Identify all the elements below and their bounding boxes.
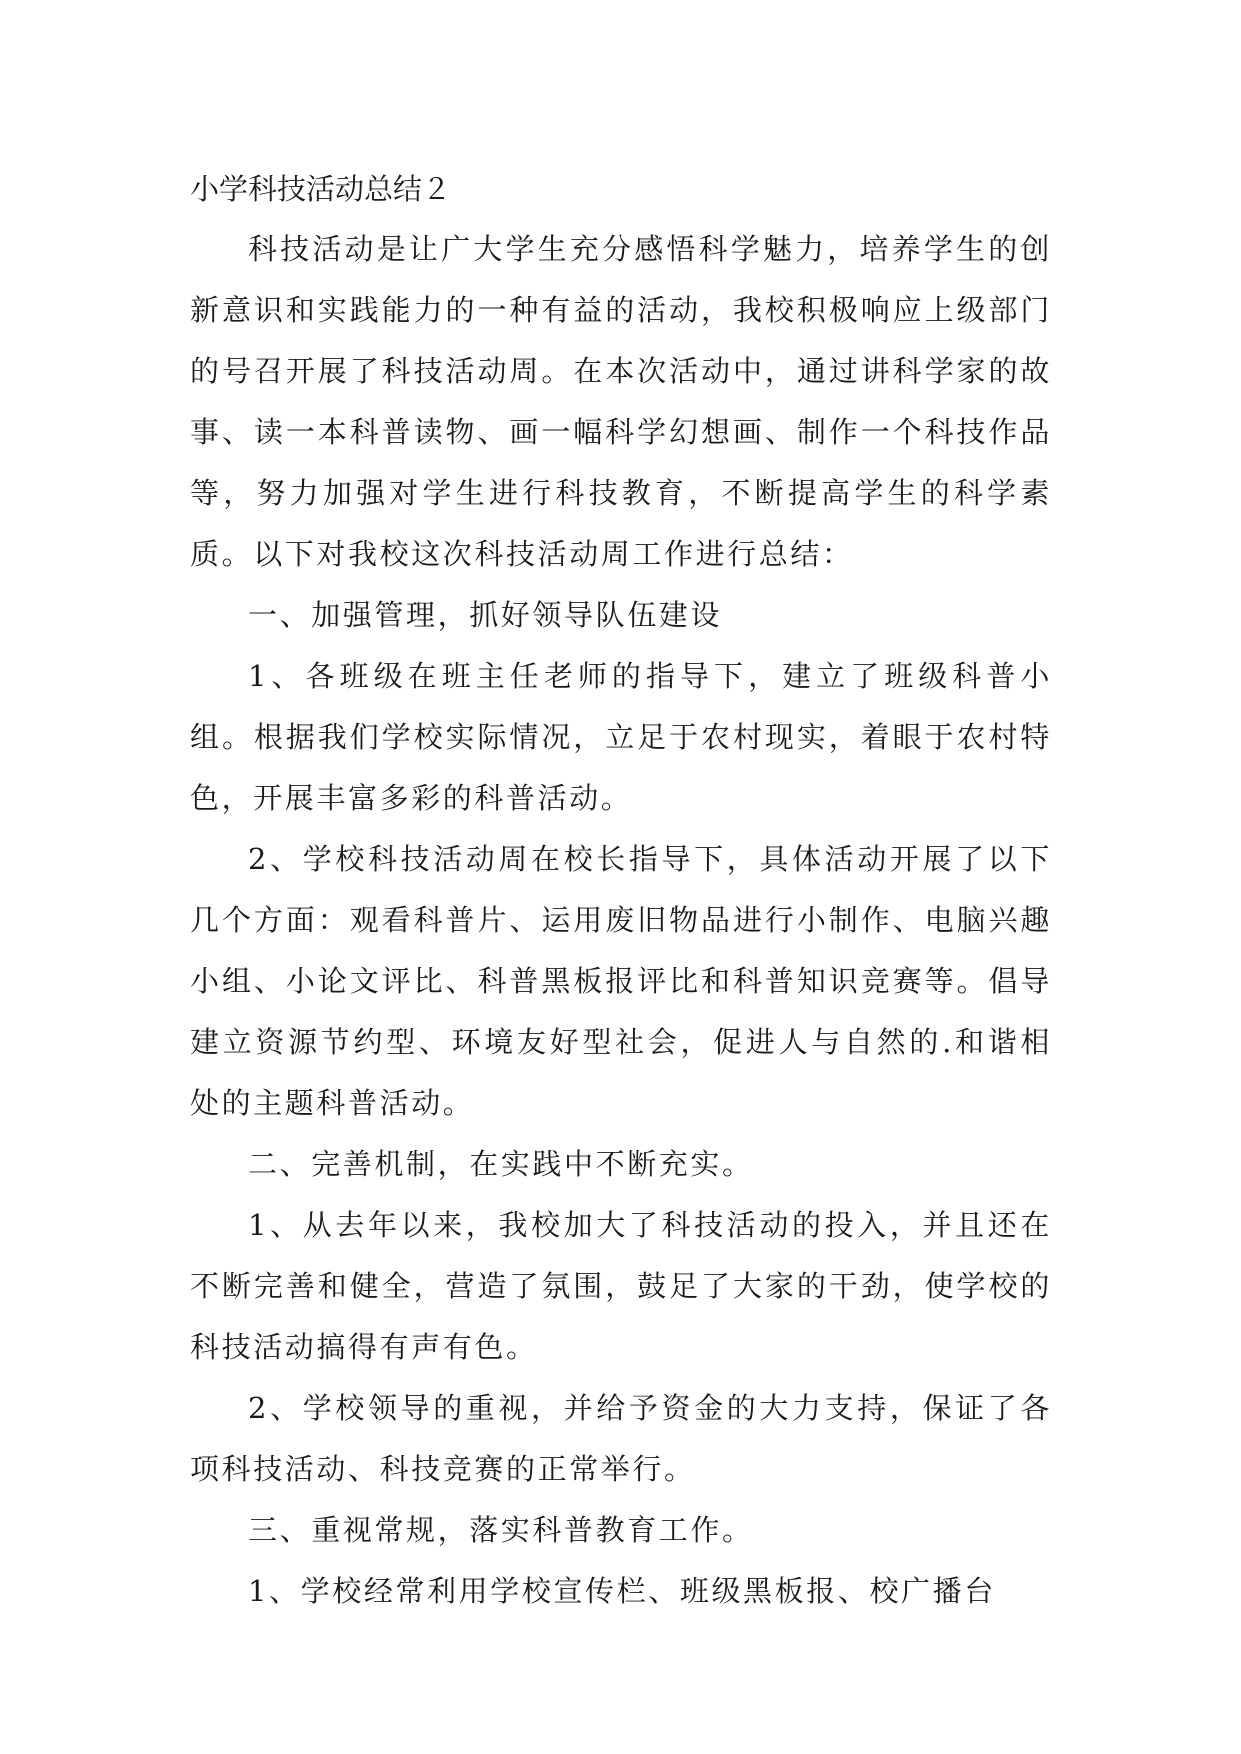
section-heading-1: 一、加强管理，抓好领导队伍建设 xyxy=(248,598,723,632)
paragraph-3-1: 1、学校经常利用学校宣传栏、班级黑板报、校广播台 xyxy=(248,1574,996,1608)
paragraph-intro: 科技活动是让广大学生充分感悟科学魅力，培养学生的创新意识和实践能力的一种有益的活动，我校积极响应上级部门的号召开展了科技活动周。在本次活动中，通过讲科学家的故事、读一本科普读物、画一幅科学幻想画、制作一个科技作品等，努力加强对学生进行科技教育，不断提高学生的科学素质。以下对我校这次科技活动周工作进行总结： xyxy=(190,232,1052,571)
document-body xyxy=(190,159,1052,1622)
document-title: 小学科技活动总结２ xyxy=(190,172,452,206)
paragraph-2-2: 2、学校领导的重视，并给予资金的大力支持，保证了各项科技活动、科技竞赛的正常举行。 xyxy=(190,1391,1052,1486)
paragraph-1-1: 1、各班级在班主任老师的指导下，建立了班级科普小组。根据我们学校实际情况，立足于农村现实，着眼于农村特色，开展丰富多彩的科普活动。 xyxy=(190,659,1052,815)
paragraph-1-2: 2、学校科技活动周在校长指导下，具体活动开展了以下几个方面：观看科普片、运用废旧物品进行小制作、电脑兴趣小组、小论文评比、科普黑板报评比和科普知识竞赛等。倡导建立资源节约型、环境友好型社会，促进人与自然的.和谐相处的主题科普活动。 xyxy=(190,842,1052,1120)
section-heading-3: 三、重视常规，落实科普教育工作。 xyxy=(248,1513,754,1547)
paragraph-2-1: 1、从去年以来，我校加大了科技活动的投入，并且还在不断完善和健全，营造了氛围，鼓足了大家的干劲，使学校的科技活动搞得有声有色。 xyxy=(190,1208,1052,1364)
section-heading-2: 二、完善机制，在实践中不断充实。 xyxy=(248,1147,754,1181)
